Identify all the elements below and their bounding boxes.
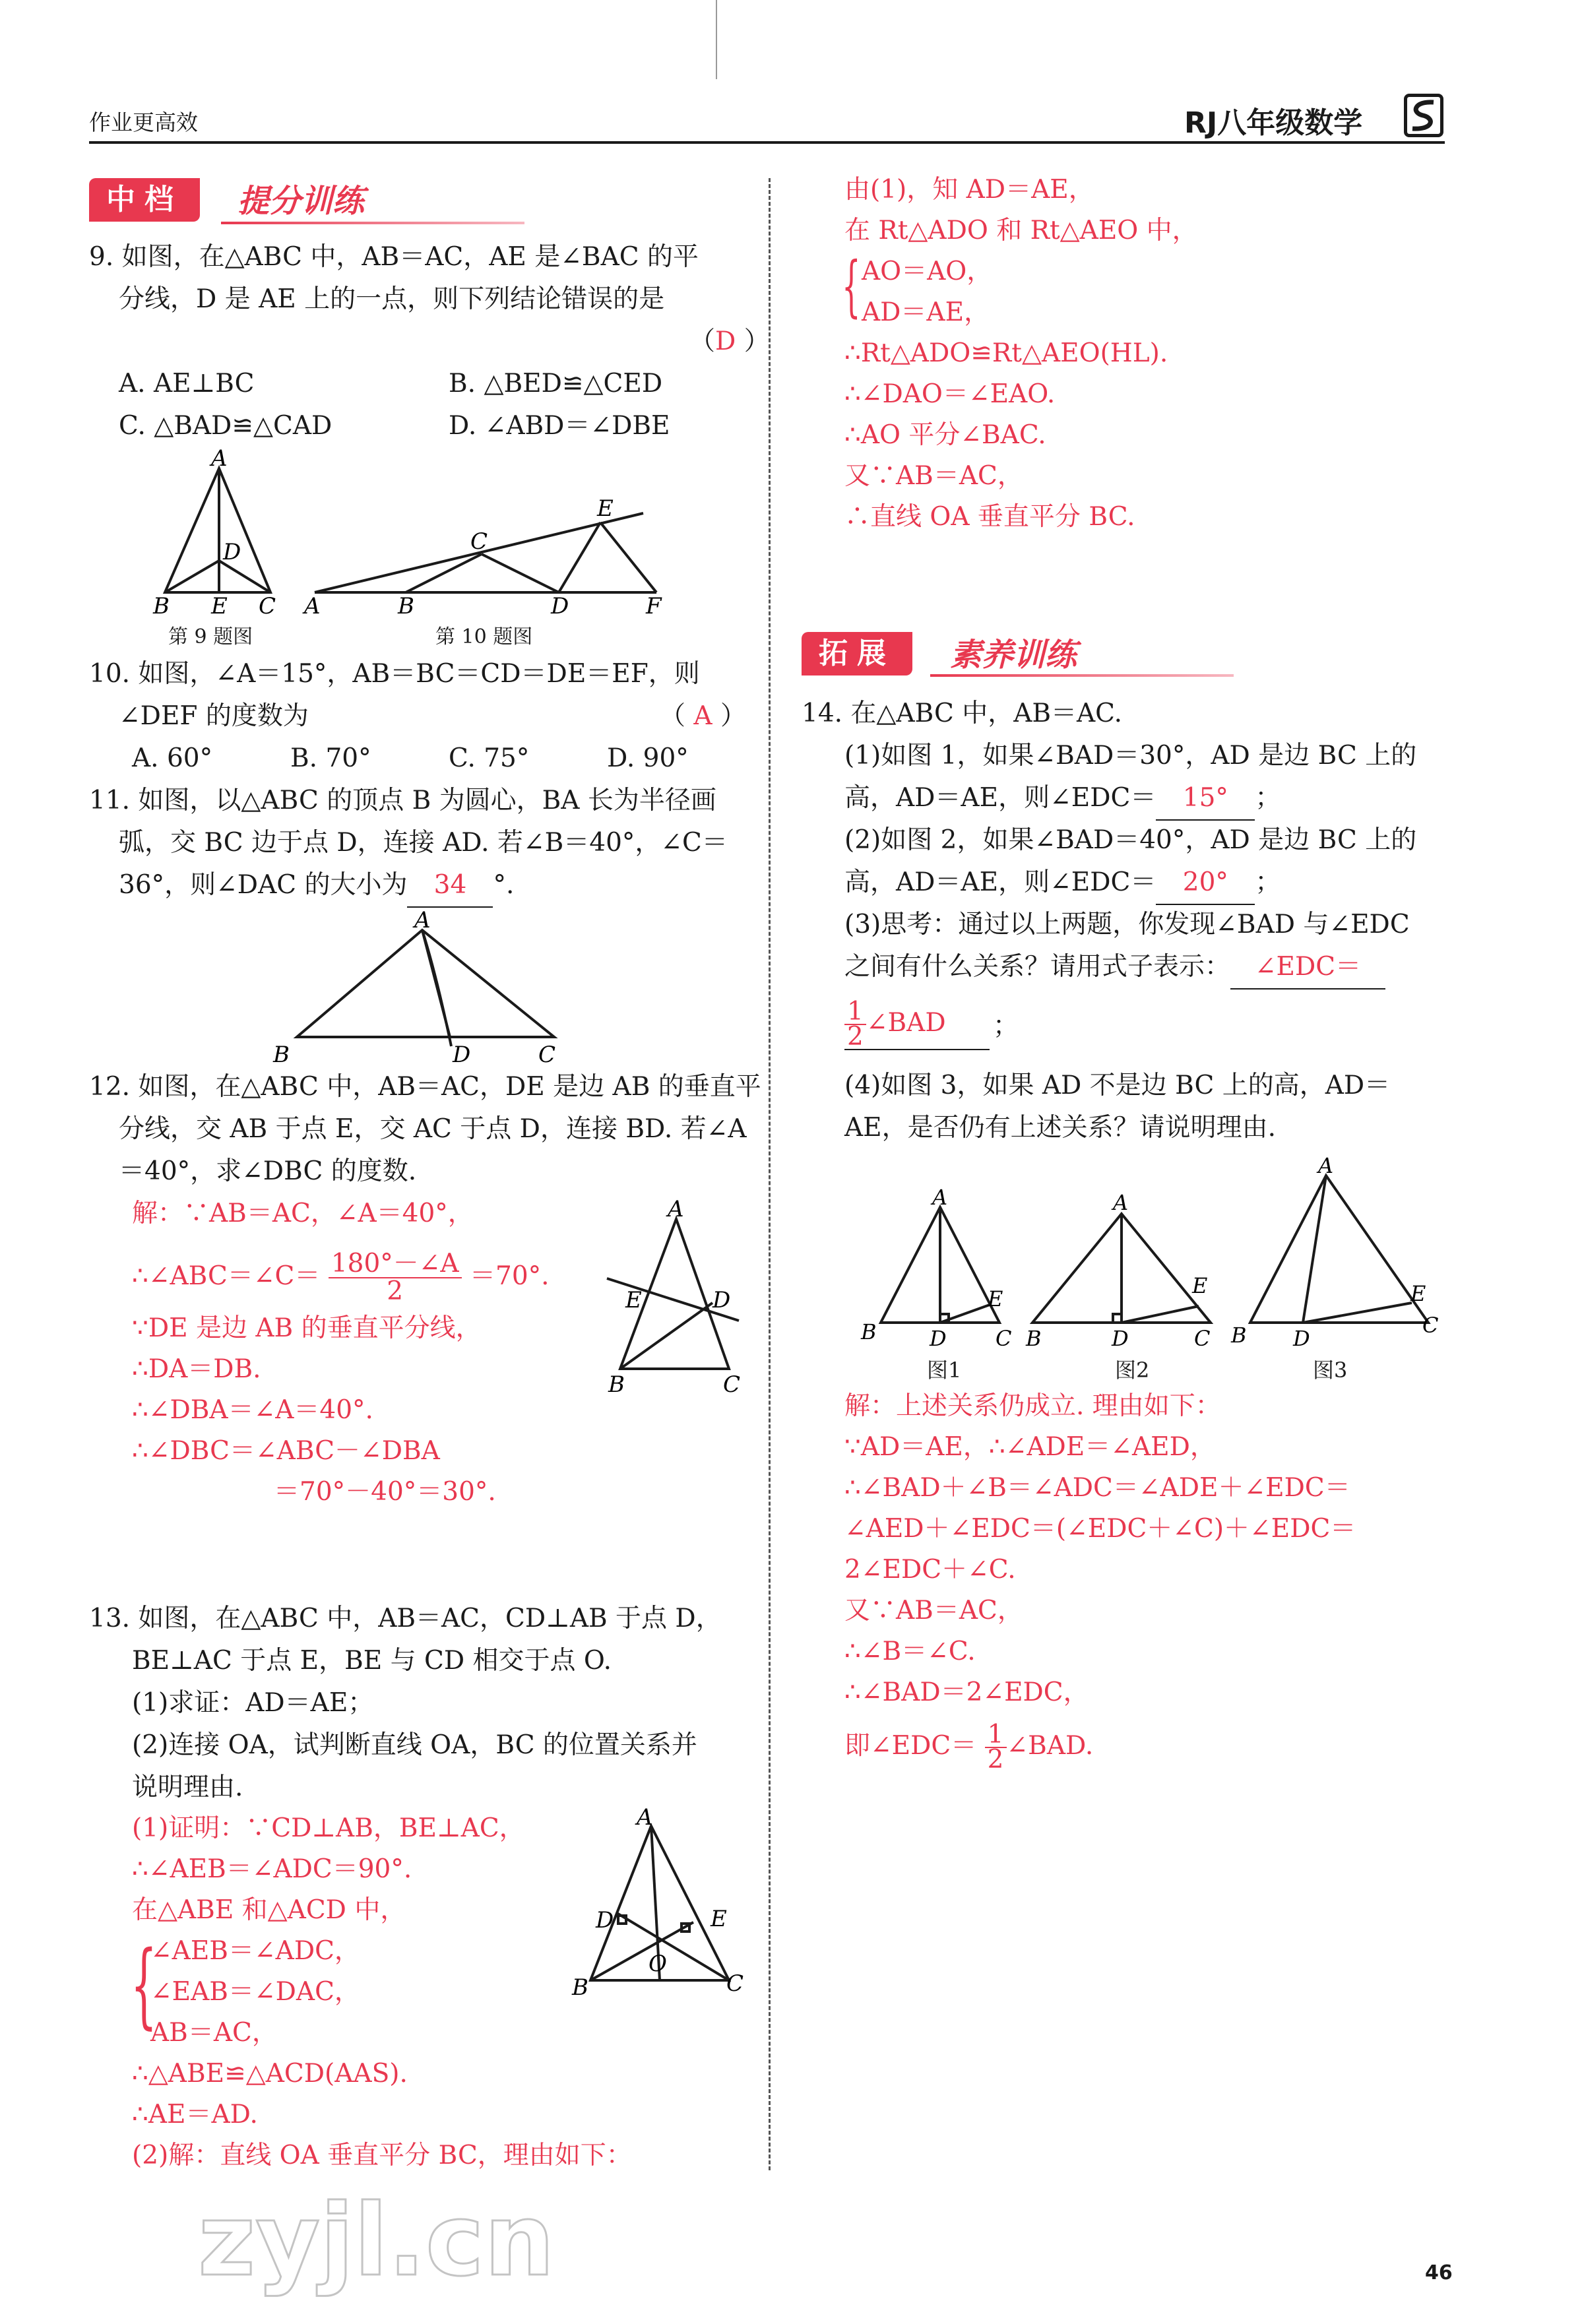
q13-right-brace: { [842, 247, 861, 325]
svg-text:O: O [649, 1951, 667, 1977]
q9-line2: 分线，D 是 AE 上的一点，则下列结论错误的是 [119, 284, 665, 314]
q13-solution-7: ∴△ABE≌△ACD(AAS). [132, 2059, 408, 2088]
q13-solution-9: (2)解：直线 OA 垂直平分 BC，理由如下： [132, 2141, 632, 2170]
q11-figure [264, 910, 581, 1069]
q11-answer: 34 [407, 864, 493, 908]
q14-semicolon-2: ； [1255, 867, 1281, 897]
mid-section-title: 提分训练 [237, 183, 365, 220]
q13-right-1: 由(1)，知 AD＝AE， [844, 175, 1094, 204]
svg-text:D: D [930, 1326, 947, 1351]
ext-section-rule [930, 674, 1234, 677]
q13-brace: { [131, 1931, 158, 2039]
q14-solution-5: 2∠EDC＋∠C. [844, 1555, 1016, 1585]
svg-text:D: D [1293, 1326, 1310, 1351]
q14-answer-3-den: 2 [847, 1022, 864, 1052]
q14-line1: 14. 在△ABC 中，AB＝AC. [802, 699, 1123, 728]
mid-section-badge: 中档 [89, 178, 200, 222]
q14-line7 [844, 946, 1385, 989]
svg-text:D: D [223, 539, 241, 565]
q13-figure [564, 1807, 755, 2005]
q14-solution-7: ∴∠B＝∠C. [844, 1637, 976, 1666]
logo-icon [1404, 94, 1443, 137]
q11-line3-post: °. [493, 870, 515, 900]
q14-solution-9-pre: 即∠EDC＝ [844, 1731, 977, 1761]
q12-figure [594, 1194, 752, 1398]
q13-solution-4: ∠AEB＝∠ADC， [150, 1936, 360, 1966]
svg-text:D: D [596, 1907, 614, 1933]
q10-option-c: C. 75° [449, 743, 530, 773]
svg-text:B: B [861, 1319, 877, 1344]
svg-text:E: E [1410, 1281, 1426, 1306]
q12-solution-2 [132, 1251, 550, 1305]
q9-option-d: D. ∠ABD＝∠DBE [449, 411, 670, 441]
header-right: RJ八年级数学 [1184, 106, 1363, 140]
watermark: zyjl.cn [198, 2183, 555, 2298]
q14-solution-9-den: 2 [987, 1745, 1004, 1774]
q13-solution-8: ∴AE＝AD. [132, 2100, 258, 2129]
mid-section-rule [221, 222, 524, 224]
svg-text:E: E [711, 1906, 727, 1932]
q14-figure-2-caption: 图2 [1115, 1358, 1150, 1383]
q14-line9: AE，是否仍有上述关系？请说明理由. [844, 1113, 1277, 1143]
svg-text:E: E [597, 495, 614, 522]
q12-solution-7: ＝70°－40°＝30°. [274, 1477, 496, 1507]
q13-right-8: 又∵AB＝AC， [844, 461, 1023, 491]
q14-solution-9-post: ∠BAD. [1006, 1731, 1094, 1761]
svg-text:A: A [414, 910, 431, 933]
q13-solution-1: (1)证明：∵CD⊥AB，BE⊥AC， [132, 1813, 525, 1843]
svg-text:C: C [259, 593, 276, 619]
q14-solution-9-fraction [985, 1720, 1007, 1774]
svg-text:C: C [723, 1371, 741, 1398]
q14-answer-3-num: 1 [844, 1000, 866, 1025]
q13-right-3: AO＝AO， [862, 257, 993, 286]
q13-right-9: ∴直线 OA 垂直平分 BC. [844, 502, 1135, 532]
q12-fraction-num: 180°－∠A [329, 1251, 462, 1278]
svg-text:A: A [304, 593, 321, 619]
q14-line7-pre: 之间有什么关系？请用式子表示： [844, 952, 1231, 982]
q14-answer-2: 20° [1156, 862, 1255, 905]
q14-answer-1: 15° [1156, 777, 1255, 821]
q12-solution-5: ∴∠DBA＝∠A＝40°. [132, 1395, 373, 1425]
q14-semicolon-3: ； [993, 1011, 1019, 1041]
q14-line6: (3)思考：通过以上两题，你发现∠BAD 与∠EDC [844, 910, 1410, 939]
svg-text:E: E [1192, 1273, 1208, 1298]
svg-text:A: A [637, 1807, 653, 1831]
q10-option-d: D. 90° [607, 743, 689, 773]
q9-figure [145, 449, 290, 620]
svg-text:C: C [726, 1970, 744, 1997]
q12-solution-3: ∵DE 是边 AB 的垂直平分线， [132, 1313, 482, 1343]
q14-figure-3 [1227, 1154, 1445, 1352]
q13-solution-5: ∠EAB＝∠DAC， [150, 1977, 360, 2007]
q13-line2: BE⊥AC 于点 E，BE 与 CD 相交于点 O. [132, 1646, 612, 1676]
svg-text:E: E [211, 593, 228, 619]
q13-right-6: ∴∠DAO＝∠EAO. [844, 379, 1056, 409]
q12-solution-2-pre: ∴∠ABC＝∠C＝ [132, 1261, 321, 1291]
q10-figure [300, 488, 670, 620]
q11-line3 [119, 864, 514, 908]
svg-text:E: E [625, 1287, 642, 1313]
q12-fraction [329, 1251, 462, 1305]
svg-text:D: D [712, 1287, 731, 1313]
svg-text:B: B [1231, 1323, 1247, 1348]
svg-text:C: C [1194, 1326, 1211, 1351]
q9-line1: 9. 如图，在△ABC 中，AB＝AC，AE 是∠BAC 的平 [89, 242, 699, 272]
q14-line2: (1)如图 1，如果∠BAD＝30°，AD 是边 BC 上的 [844, 741, 1417, 770]
q10-answer: A [693, 701, 712, 731]
svg-text:A: A [668, 1196, 684, 1222]
q13-line5: 说明理由. [132, 1773, 243, 1802]
q9-answer: D [715, 327, 736, 356]
q10-line2: ∠DEF 的度数为 [119, 701, 309, 731]
q12-line1: 12. 如图，在△ABC 中，AB＝AC，DE 是边 AB 的垂直平 [89, 1072, 761, 1102]
q13-line4: (2)连接 OA，试判断直线 OA，BC 的位置关系并 [132, 1730, 697, 1760]
q13-right-2: 在 Rt△ADO 和 Rt△AEO 中， [844, 216, 1198, 245]
q9-option-c: C. △BAD≌△CAD [119, 411, 332, 441]
svg-text:B: B [572, 1974, 588, 2001]
column-divider [769, 178, 771, 2170]
q11-line1: 11. 如图，以△ABC 的顶点 B 为圆心，BA 长为半径画 [89, 786, 716, 815]
q13-right-4: AD＝AE， [862, 298, 990, 327]
q14-solution-2: ∵AD＝AE，∴∠ADE＝∠AED， [844, 1432, 1216, 1462]
svg-text:D: D [551, 593, 569, 619]
svg-text:B: B [1026, 1326, 1042, 1351]
q14-semicolon-1: ； [1255, 783, 1281, 813]
q9-answer-paren: （D ） [689, 327, 770, 356]
q10-line1: 10. 如图，∠A＝15°，AB＝BC＝CD＝DE＝EF，则 [89, 659, 700, 689]
q12-solution-2-post: ＝70°. [470, 1261, 550, 1291]
q14-line5-pre: 高，AD＝AE，则∠EDC＝ [844, 867, 1156, 897]
q13-right-5: ∴Rt△ADO≌Rt△AEO(HL). [844, 338, 1168, 368]
q13-solution-2: ∴∠AEB＝∠ADC＝90°. [132, 1854, 412, 1884]
q9-option-b: B. △BED≌△CED [449, 369, 663, 398]
q13-solution-6: AB＝AC， [150, 2018, 278, 2048]
q10-option-b: B. 70° [290, 743, 371, 773]
top-fold-line [716, 0, 717, 79]
q14-figure-1 [854, 1187, 1026, 1359]
q14-answer-3-top: ∠EDC＝ [1230, 946, 1385, 989]
q12-solution-4: ∴DA＝DB. [132, 1354, 261, 1384]
q12-line2: 分线，交 AB 于点 E，交 AC 于点 D，连接 BD. 若∠A [119, 1114, 747, 1144]
q14-answer-3-post: ∠BAD [866, 1008, 946, 1038]
q14-answer-3-bottom [844, 997, 990, 1052]
q14-figure-1-caption: 图1 [927, 1358, 962, 1383]
q10-figure-caption: 第 10 题图 [435, 625, 533, 648]
q14-line3 [844, 777, 1281, 821]
ext-section-badge: 拓展 [802, 632, 912, 675]
q14-solution-9 [844, 1720, 1094, 1774]
q14-solution-1: 解：上述关系仍成立. 理由如下： [844, 1391, 1221, 1421]
q14-line4: (2)如图 2，如果∠BAD＝40°，AD 是边 BC 上的 [844, 825, 1417, 855]
q10-option-a: A. 60° [132, 743, 213, 773]
q14-line8: (4)如图 3，如果 AD 不是边 BC 上的高，AD＝ [844, 1071, 1391, 1100]
svg-text:C: C [1422, 1313, 1439, 1338]
q14-solution-8: ∴∠BAD＝2∠EDC， [844, 1678, 1089, 1707]
q12-solution-6: ∴∠DBC＝∠ABC－∠DBA [132, 1436, 440, 1466]
svg-text:B: B [398, 593, 414, 619]
svg-text:A: A [211, 449, 228, 472]
q13-right-7: ∴AO 平分∠BAC. [844, 420, 1046, 450]
q14-solution-6: 又∵AB＝AC， [844, 1596, 1023, 1625]
q14-line3-pre: 高，AD＝AE，则∠EDC＝ [844, 783, 1156, 813]
svg-text:C: C [996, 1326, 1012, 1351]
svg-text:C: C [470, 528, 488, 555]
svg-text:C: C [538, 1042, 556, 1068]
q10-answer-paren: （ A ） [660, 701, 746, 731]
svg-text:E: E [988, 1286, 1003, 1311]
q14-solution-9-num: 1 [985, 1723, 1007, 1748]
q11-line3-pre: 36°，则∠DAC 的大小为 [119, 870, 408, 900]
svg-text:B: B [608, 1371, 625, 1398]
ext-section-title: 素养训练 [950, 637, 1077, 674]
svg-text:D: D [1112, 1326, 1129, 1351]
svg-text:A: A [1113, 1190, 1129, 1215]
header-rule [89, 141, 1445, 144]
q12-line3: ＝40°，求∠DBC 的度数. [119, 1156, 417, 1186]
header-left: 作业更高效 [89, 110, 198, 135]
q13-solution-3: 在△ABE 和△ACD 中， [132, 1895, 406, 1925]
page-number: 46 [1425, 2261, 1453, 2284]
svg-text:D: D [453, 1042, 471, 1068]
q9-option-a: A. AE⊥BC [119, 369, 255, 398]
svg-text:F: F [646, 593, 662, 619]
q12-fraction-den: 2 [387, 1276, 404, 1306]
q12-solution-1: 解：∵AB＝AC，∠A＝40°， [132, 1199, 474, 1228]
q14-solution-4: ∠AED＋∠EDC＝(∠EDC＋∠C)＋∠EDC＝ [844, 1514, 1356, 1544]
q13-line1: 13. 如图，在△ABC 中，AB＝AC，CD⊥AB 于点 D， [89, 1604, 722, 1633]
q14-figure-3-caption: 图3 [1313, 1358, 1348, 1383]
q13-line3: (1)求证：AD＝AE； [132, 1688, 374, 1718]
q9-figure-caption: 第 9 题图 [168, 625, 253, 648]
q14-figure-2 [1019, 1187, 1217, 1359]
q14-answer-3-fraction [844, 997, 866, 1052]
svg-text:A: A [1318, 1154, 1334, 1178]
svg-text:A: A [932, 1187, 948, 1210]
svg-text:B: B [153, 593, 170, 619]
svg-text:B: B [273, 1042, 290, 1068]
q11-line2: 弧，交 BC 边于点 D，连接 AD. 若∠B＝40°，∠C＝ [119, 828, 728, 858]
q14-line5 [844, 862, 1281, 905]
q14-solution-3: ∴∠BAD＋∠B＝∠ADC＝∠ADE＋∠EDC＝ [844, 1473, 1350, 1503]
